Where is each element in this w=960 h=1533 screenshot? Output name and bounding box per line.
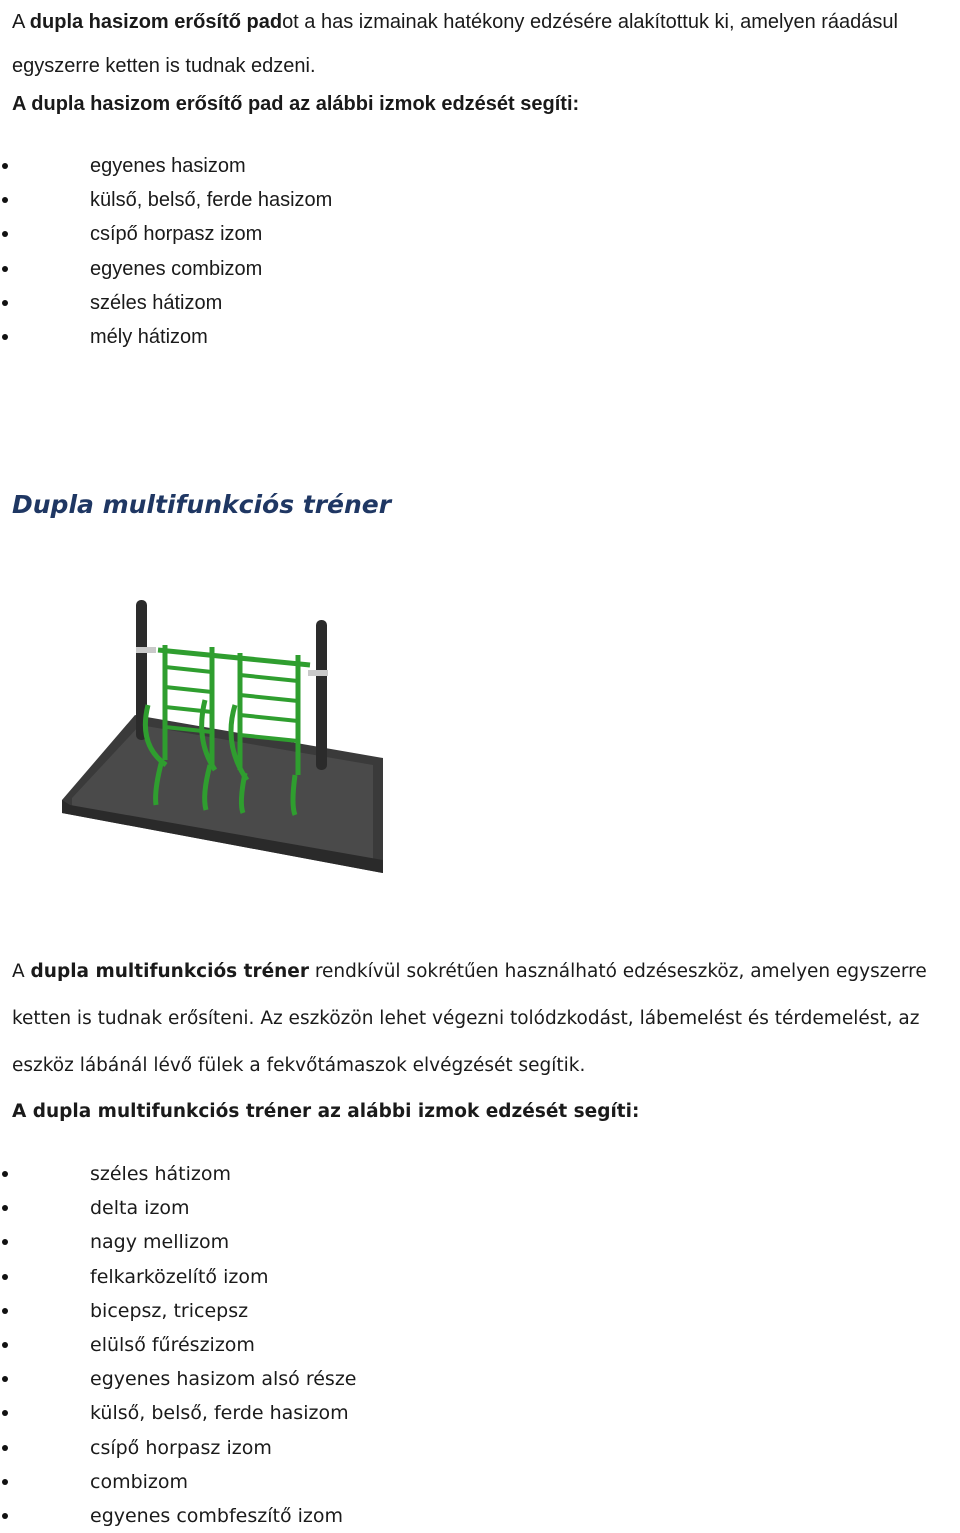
muscle-list-2 (0, 1157, 357, 1533)
list-item-label: külső, belső, ferde hasizom (90, 1402, 349, 1425)
bullet-icon (2, 1479, 8, 1485)
list-item-label: mély hátizom (90, 325, 208, 348)
right-post (316, 620, 327, 770)
list-item (0, 1191, 357, 1225)
bullet-icon (2, 1239, 8, 1245)
bullet-icon (2, 163, 8, 169)
desc-text-pre: A (12, 961, 31, 982)
list-item-label: külső, belső, ferde hasizom (90, 189, 333, 212)
intro-bold-lead: dupla hasizom erősítő pad (29, 11, 283, 33)
intro-text-post: ot a has izmainak hatékony edzésére alakítottuk ki, amelyen ráadásul egyszerre ketten is tudnak edzeni. (12, 11, 898, 77)
list-item (0, 1225, 357, 1259)
list-item (0, 149, 332, 183)
list-item (0, 252, 332, 286)
bullet-icon (2, 1376, 8, 1382)
list-item (0, 1431, 357, 1465)
clamp-right (308, 670, 328, 676)
muscle-list-1 (0, 149, 332, 354)
intro-text-pre: A (12, 11, 30, 33)
list-item-label: elülső fűrészizom (90, 1333, 255, 1356)
list-item (0, 217, 332, 251)
list-item-label: csípő horpasz izom (90, 1436, 272, 1459)
bullet-icon (2, 231, 8, 237)
list-item (0, 1499, 357, 1533)
list-item (0, 183, 332, 217)
list-item-label: széles hátizom (90, 1163, 231, 1185)
muscles-heading-2: A dupla multifunkciós tréner az alábbi izmok edzését segíti: (12, 1101, 640, 1122)
trainer-image (40, 595, 400, 915)
list-item (0, 1328, 357, 1362)
list-item (0, 1465, 357, 1499)
list-item (0, 286, 332, 320)
bullet-icon (2, 266, 8, 272)
trainer-illustration (40, 595, 400, 915)
intro-paragraph (12, 0, 950, 88)
bullet-icon (2, 197, 8, 203)
bullet-icon (2, 1410, 8, 1416)
list-item-label: egyenes combizom (90, 257, 263, 280)
bullet-icon (2, 300, 8, 306)
list-item (0, 1396, 357, 1430)
bullet-icon (2, 334, 8, 340)
desc-bold-lead: dupla multifunkciós tréner (30, 961, 309, 982)
list-item-label: széles hátizom (90, 291, 223, 314)
bullet-icon (2, 1513, 8, 1519)
list-item-label: felkarközelítő izom (90, 1265, 269, 1288)
section-title: Dupla multifunkciós tréner (12, 490, 392, 519)
list-item-label: egyenes combfeszítő izom (90, 1504, 344, 1527)
list-item (0, 1157, 357, 1191)
bullet-icon (2, 1205, 8, 1211)
list-item-label: nagy mellizom (90, 1231, 230, 1254)
list-item-label: delta izom (90, 1197, 190, 1220)
bullet-icon (2, 1342, 8, 1348)
desc-text-post: rendkívül sokrétűen használható edzéseszköz, amelyen egyszerre ketten is tudnak erősíteni. Az eszközön lehet végezni tolódzkodást, lábemelést és térdemelést, az eszköz lábánál lévő fülek a fekvőtámaszok elvégzését segítik. (12, 961, 927, 1076)
list-item (0, 1260, 357, 1294)
list-item-label: bicepsz, tricepsz (90, 1299, 249, 1322)
bullet-icon (2, 1445, 8, 1451)
bullet-icon (2, 1171, 8, 1177)
list-item (0, 1362, 357, 1396)
list-item-label: combizom (90, 1470, 189, 1493)
list-item-label: csípő horpasz izom (90, 223, 263, 246)
muscles-heading-1: A dupla hasizom erősítő pad az alábbi izmok edzését segíti: (12, 93, 580, 115)
clamp-left (136, 647, 156, 653)
list-item-label: egyenes hasizom (90, 155, 246, 177)
list-item-label: egyenes hasizom alsó része (90, 1368, 357, 1391)
bullet-icon (2, 1308, 8, 1314)
list-item (0, 320, 332, 354)
bullet-icon (2, 1274, 8, 1280)
description-paragraph (12, 948, 950, 1089)
list-item (0, 1294, 357, 1328)
